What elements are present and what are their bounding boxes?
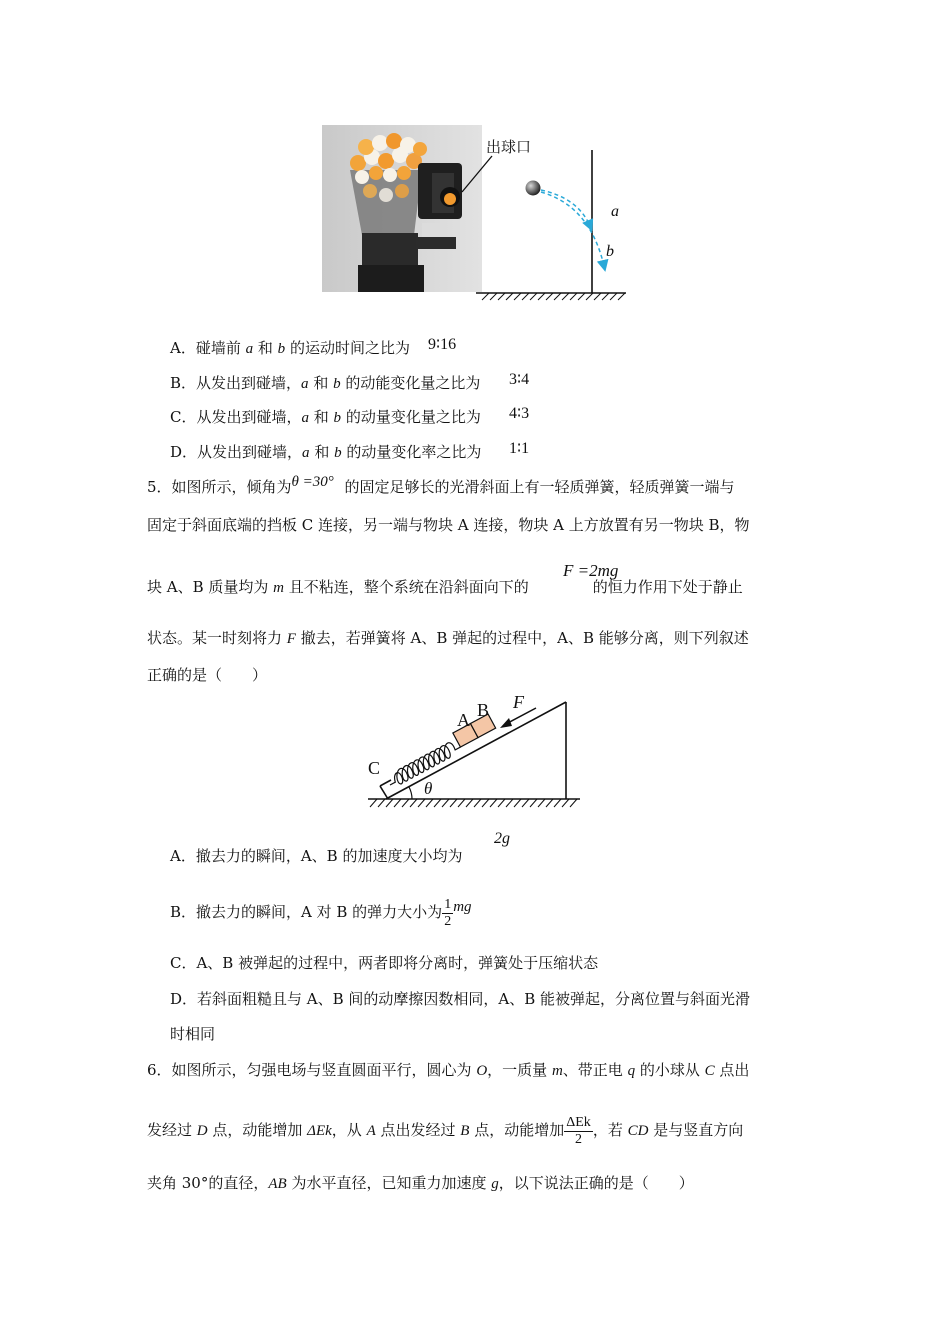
angle-theta-label: θ: [424, 779, 433, 798]
q5-option-a: A．撤去力的瞬间，A、B 的加速度大小均为: [170, 847, 463, 865]
q5-option-c: C．A、B 被弹起的过程中，两者即将分离时，弹簧处于压缩状态: [170, 954, 599, 972]
q5-stem-line-3: 块 A、B 质量均为 m 且不粘连，整个系统在沿斜面向下的 的恒力作用下处于静止: [147, 578, 743, 596]
q4-option-a-ratio: 9∶16: [428, 336, 457, 353]
q4-option-b: B．从发出到碰墙，a 和 b 的动能变化量之比为: [170, 374, 481, 392]
q5-stem-line-5: 正确的是（ ）: [147, 666, 268, 684]
q5-option-a-value: 2g: [494, 830, 510, 847]
block-b-label: B: [477, 700, 490, 720]
q5-option-b: B．撤去力的瞬间，A 对 B 的弹力大小为 $\frac{1}{2}$ mg: [170, 896, 472, 929]
q6-energy-fraction: $\frac{\text{ΔEk}}{2}$: [566, 1114, 591, 1147]
q6-stem-line-2: 发经过 D 点，动能增加 ΔEk，从 A 点出发经过 B 点，动能增加 $\frac{\text{ΔEk}}{2}$ ，若 CD 是与竖直方向: [147, 1114, 744, 1147]
q5-option-b-fraction: $\frac{1}{2}$: [444, 896, 452, 929]
q4-option-d: D．从发出到碰墙，a 和 b 的动量变化率之比为: [170, 443, 482, 461]
q5-option-d-line-1: D．若斜面粗糙且与 A、B 间的动摩擦因数相同，A、B 能被弹起，分离位置与斜面光滑: [170, 990, 751, 1008]
trajectory-a-label: a: [611, 203, 619, 220]
q5-stem-line-2: 固定于斜面底端的挡板 C 连接，另一端与物块 A 连接，物块 A 上方放置有另一物块 B，物: [147, 516, 750, 534]
q5-option-d-line-2: 时相同: [170, 1025, 216, 1043]
q6-stem-line-1: 6．如图所示，匀强电场与竖直圆面平行，圆心为 O，一质量 m、带正电 q 的小球从 C 点出: [147, 1061, 750, 1079]
q6-stem-line-3: 夹角 30°的直径，AB 为水平直径，已知重力加速度 g，以下说法正确的是（ ）: [147, 1174, 694, 1192]
q4-option-c: C．从发出到碰墙，a 和 b 的动量变化量之比为: [170, 408, 481, 426]
outlet-label: 出球口: [486, 138, 532, 156]
trajectory-b-label: b: [606, 243, 614, 260]
q4-option-b-ratio: 3∶4: [509, 371, 530, 388]
q5-stem-line-1: 5．如图所示，倾角为θ =30° 的固定足够长的光滑斜面上有一轻质弹簧，轻质弹簧一端与: [147, 474, 735, 496]
q4-option-d-ratio: 1∶1: [509, 440, 530, 457]
plate-c-label: C: [368, 758, 381, 778]
q4-option-a: A．碰墙前 a 和 b 的运动时间之比为: [170, 339, 410, 357]
force-f-label: F: [513, 692, 524, 712]
q4-option-c-ratio: 4∶3: [509, 405, 530, 422]
q5-force-value: F =2mg: [563, 561, 619, 580]
block-a-label: A: [457, 710, 470, 730]
q5-stem-line-4: 状态。某一时刻将力 F 撤去，若弹簧将 A、B 弹起的过程中，A、B 能够分离，则下列叙述: [147, 629, 749, 647]
